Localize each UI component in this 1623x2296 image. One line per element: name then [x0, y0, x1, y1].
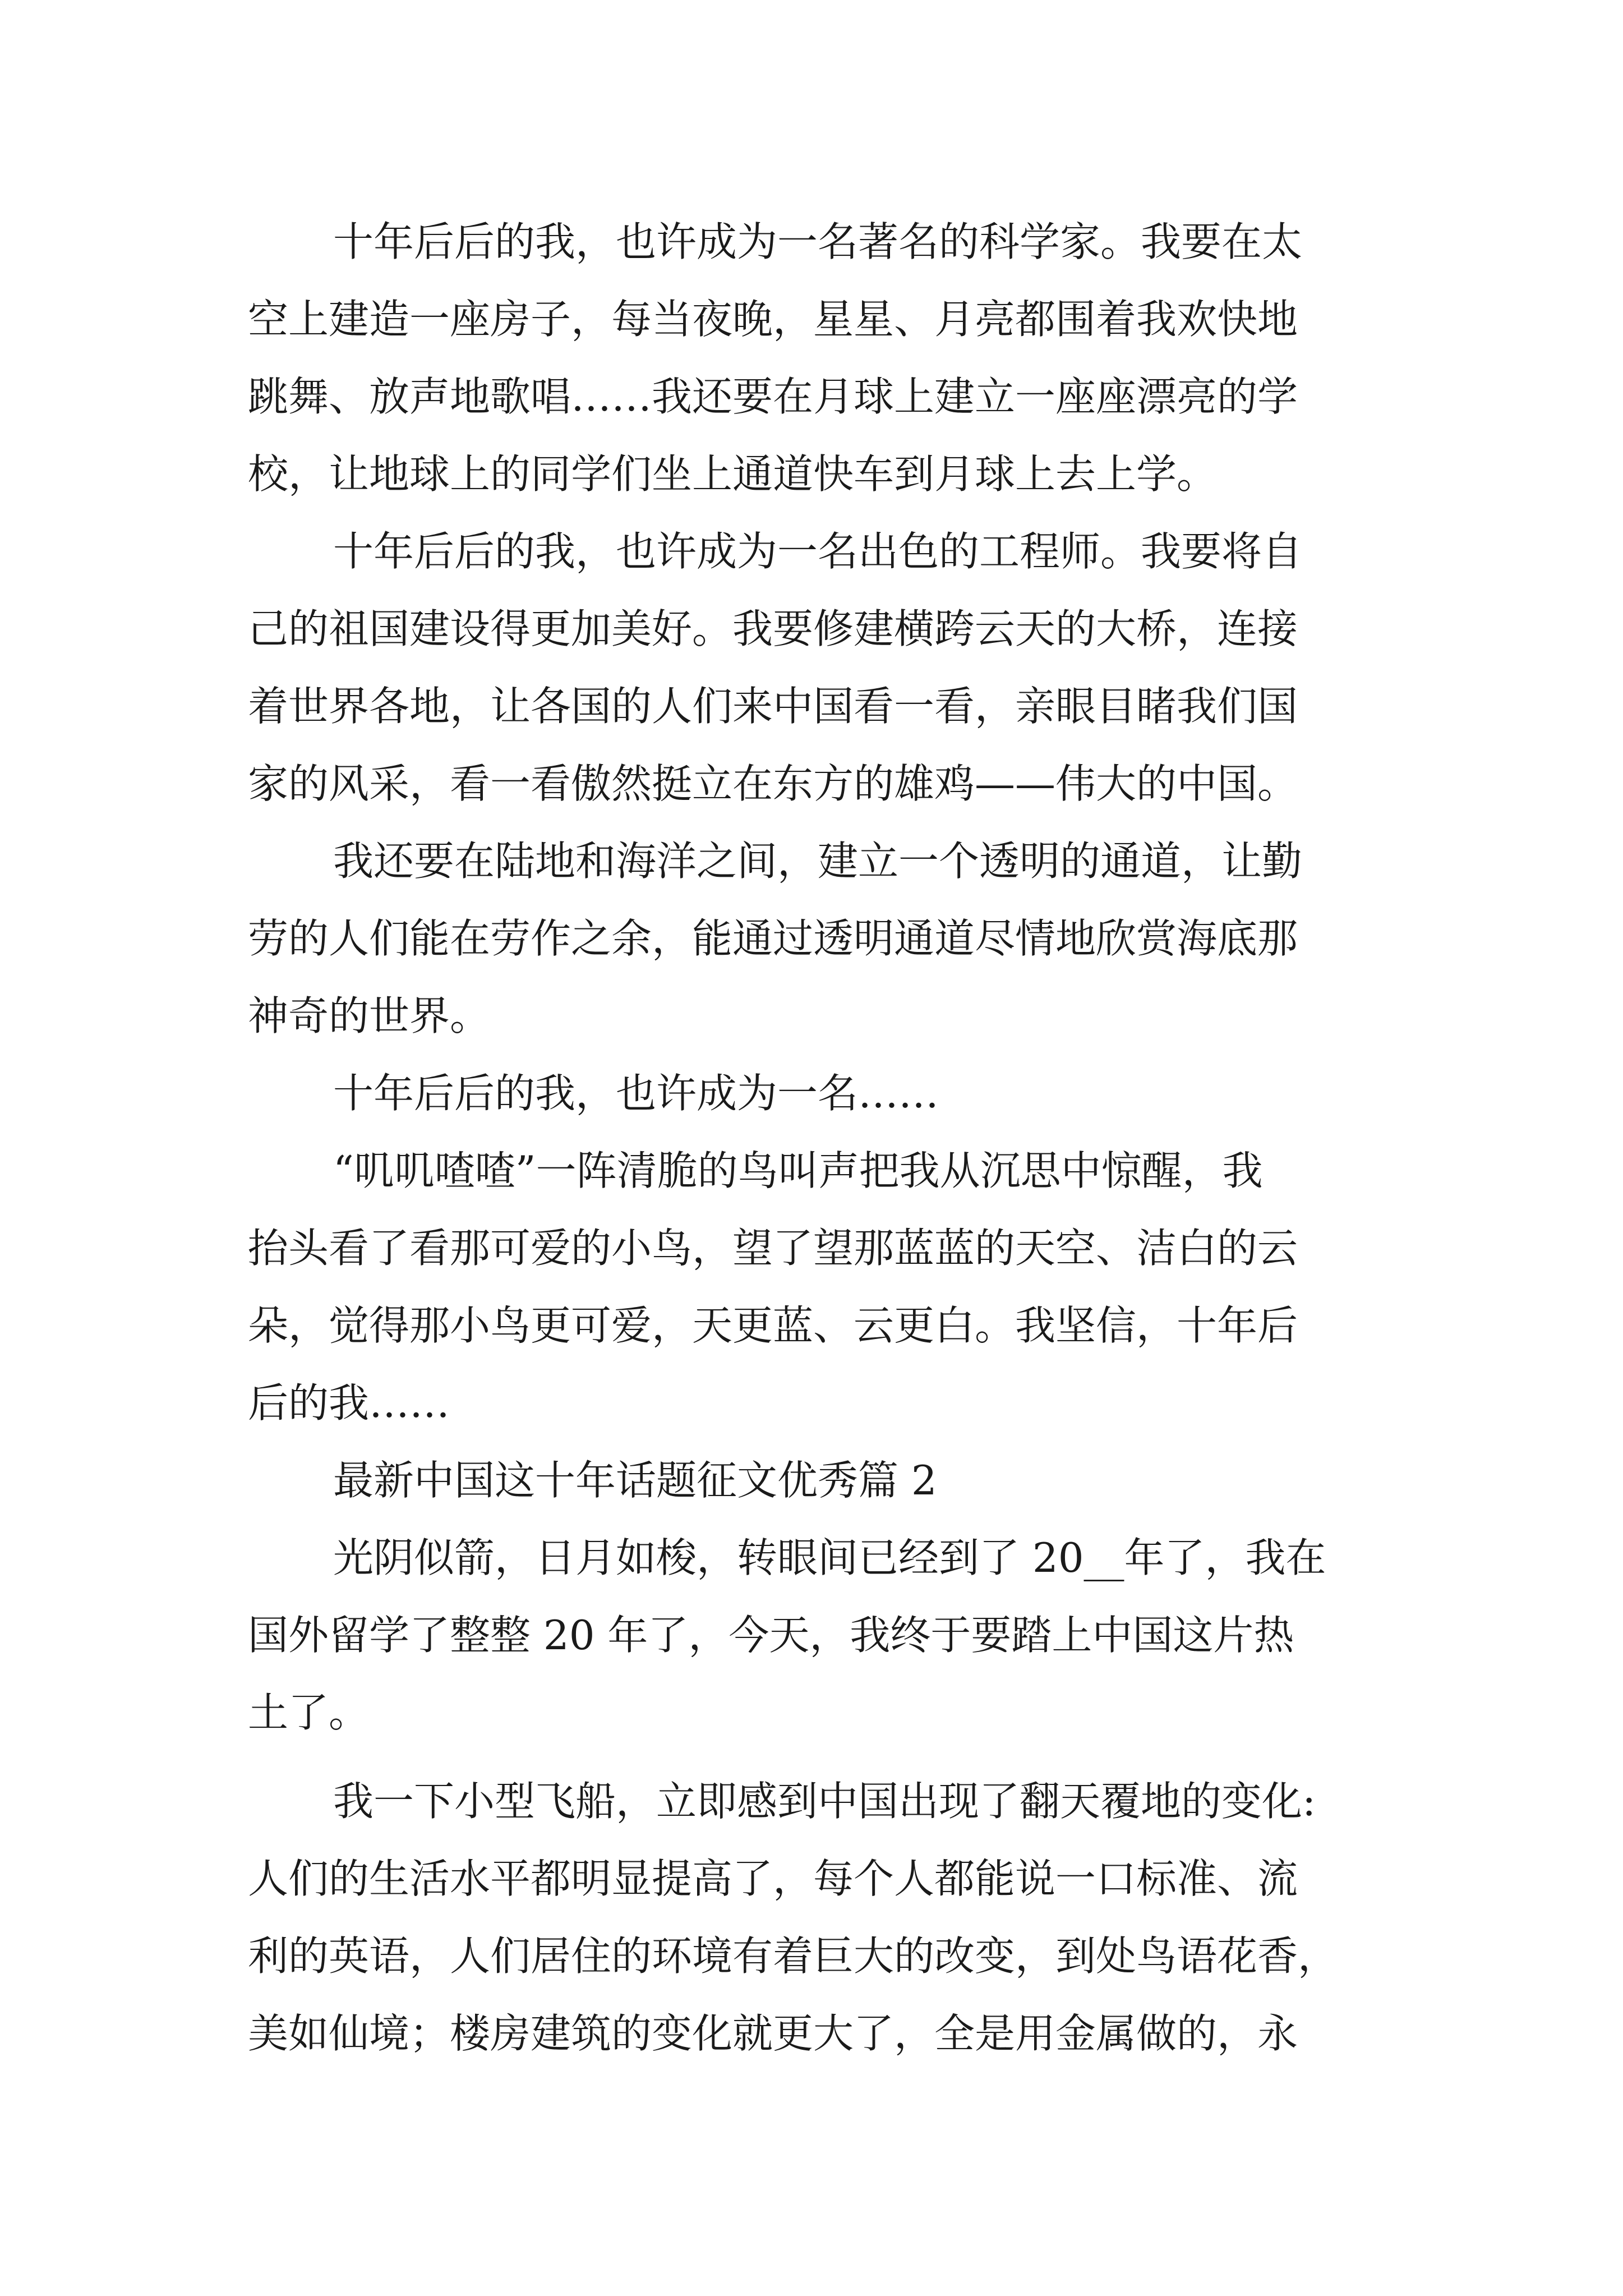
- paragraph-scientist-line-2: 空上建造一座房子，每当夜晚，星星、月亮都围着我欢快地: [248, 296, 1298, 343]
- paragraph-changes-line-4: 美如仙境；楼房建筑的变化就更大了，全是用金属做的，永: [248, 2010, 1298, 2057]
- paragraph-scientist-line-1: 十年后后的我，也许成为一名著名的科学家。我要在太: [333, 218, 1303, 265]
- paragraph-birds-line-2: 抬头看了看那可爱的小鸟，望了望那蓝蓝的天空、洁白的云: [248, 1225, 1298, 1272]
- paragraph-scientist-line-4: 校，让地球上的同学们坐上通道快车到月球上去上学。: [248, 450, 1218, 498]
- paragraph-birds-line-3: 朵，觉得那小鸟更可爱，天更蓝、云更白。我坚信，十年后: [248, 1302, 1298, 1349]
- paragraph-changes-line-2: 人们的生活水平都明显提高了，每个人都能说一口标准、流: [248, 1855, 1298, 1902]
- paragraph-birds-line-1: “叽叽喳喳”一阵清脆的鸟叫声把我从沉思中惊醒，我: [333, 1147, 1263, 1194]
- paragraph-changes-line-1: 我一下小型飞船，立即感到中国出现了翻天覆地的变化:: [333, 1778, 1316, 1825]
- paragraph-birds-line-4: 后的我……: [248, 1379, 450, 1427]
- article-body: [248, 203, 1387, 2072]
- paragraph-tunnel-line-3: 神奇的世界。: [248, 992, 491, 1039]
- paragraph-changes-line-3: 利的英语，人们居住的环境有着巨大的改变，到处鸟语花香，: [248, 1932, 1339, 1980]
- section-heading: 最新中国这十年话题征文优秀篇 2: [333, 1457, 937, 1504]
- paragraph-ellipsis-line: 十年后后的我，也许成为一名……: [333, 1070, 939, 1117]
- paragraph-scientist-line-3: 跳舞、放声地歌唱……我还要在月球上建立一座座漂亮的学: [248, 373, 1298, 420]
- paragraph-tunnel-line-1: 我还要在陆地和海洋之间，建立一个透明的通道，让勤: [333, 838, 1303, 885]
- paragraph-tunnel-line-2: 劳的人们能在劳作之余，能通过透明通道尽情地欣赏海底那: [248, 915, 1298, 962]
- paragraph-engineer-line-3: 着世界各地，让各国的人们来中国看一看，亲眼目睹我们国: [248, 683, 1298, 730]
- paragraph-engineer-line-1: 十年后后的我，也许成为一名出色的工程师。我要将自: [333, 528, 1303, 575]
- paragraph-return-line-3: 土了。: [248, 1689, 370, 1736]
- paragraph-gap: [248, 1751, 1387, 1763]
- paragraph-engineer-line-4: 家的风采，看一看傲然挺立在东方的雄鸡——伟大的中国。: [248, 760, 1298, 807]
- paragraph-engineer-line-2: 己的祖国建设得更加美好。我要修建横跨云天的大桥，连接: [248, 605, 1298, 652]
- paragraph-return-line-2: 国外留学了整整 20 年了，今天，我终于要踏上中国这片热: [248, 1612, 1294, 1659]
- paragraph-return-line-1: 光阴似箭，日月如梭，转眼间已经到了 20__年了，我在: [333, 1534, 1326, 1581]
